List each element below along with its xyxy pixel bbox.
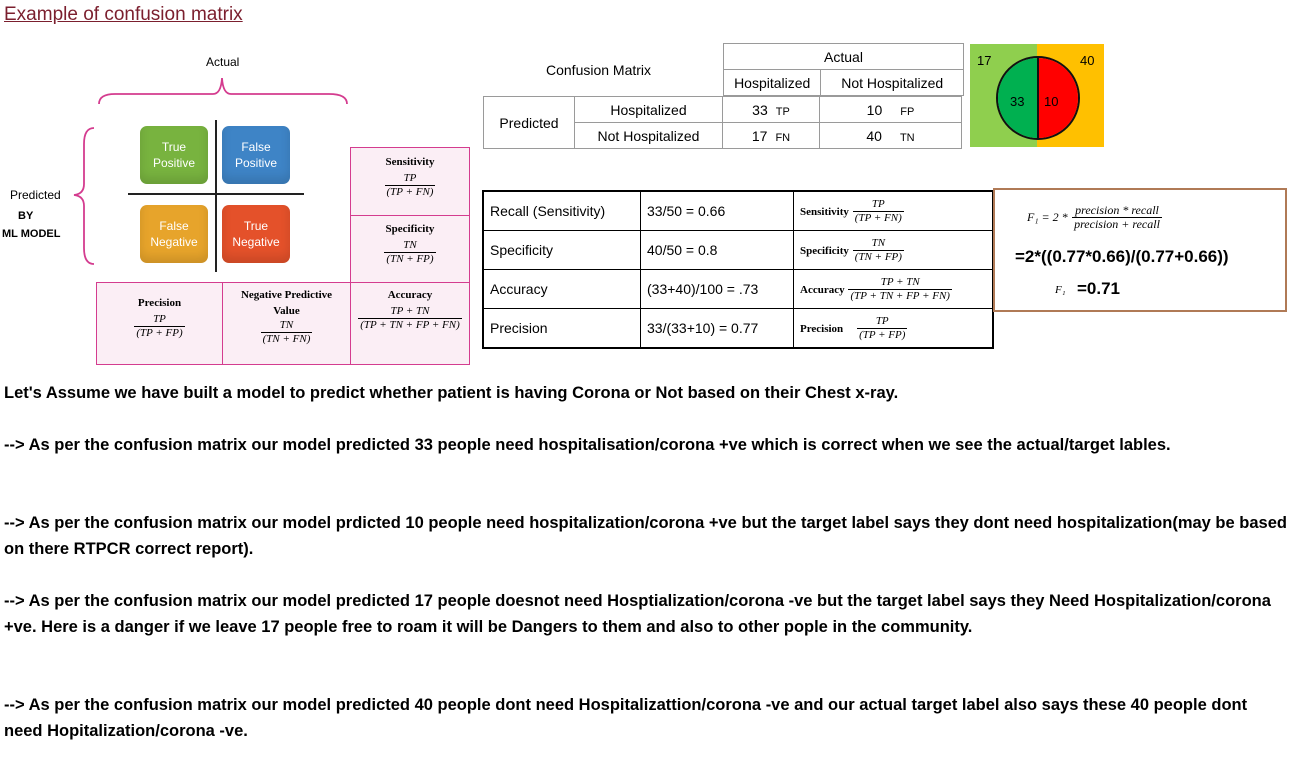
actual-label: Actual [206,55,240,69]
recall-label: Recall (Sensitivity) [483,191,641,231]
metrics-table [482,190,994,349]
value-fp-label: 10 [1044,94,1059,109]
accuracy-formula: Accuracy $\frac{TP + TN}{(TP + TN + FP + FN)}$ [794,270,994,309]
by-label: BY [18,210,34,222]
col-hospitalized: Hospitalized [724,70,821,96]
f1-result: =0.71 [1077,279,1121,298]
circle [996,56,1080,140]
f1-expression: =2*((0.77*0.66)/(0.77+0.66)) [1015,247,1229,266]
specificity-value: 40/50 = 0.8 [641,231,794,270]
value-tp-label: 33 [1010,94,1025,109]
cell-fn: 17 FN [723,123,820,149]
predicted-brace [72,126,98,266]
f1-score-box [993,188,1287,312]
quadrant-true-negative: True Negative [222,205,290,263]
sensitivity-formula: Sensitivity $\frac{TP}{(TP + FN)}$ [794,191,994,231]
model-label: ML MODEL [2,228,61,240]
sensitivity-box: Sensitivity $\frac{TP}{(TP + FN)}$ [350,147,470,216]
paragraph-tn: --> As per the confusion matrix our model predicted 40 people dont need Hospitalizattion/corona -ve and our actual target label also says these 40 people dont need Hopitalization/corona -ve. [4,696,1248,740]
paragraph-fp: --> As per the confusion matrix our model prdicted 10 people need hospitalization/corona +ve but the target label says they dont need hospitalization(may be based on there RTPCR correct report). [4,514,1287,558]
cell-fp: 10 FP [820,97,962,123]
value-tn-label: 40 [1080,53,1095,68]
precision-label: Precision [483,309,641,349]
precision-formula: Precision $\frac{TP}{(TP + FP)}$ [794,309,994,349]
col-not-hospitalized: Not Hospitalized [821,70,964,96]
value-fn-label: 17 [977,53,992,68]
specificity-formula: Specificity $\frac{TN}{(TN + FP)}$ [794,231,994,270]
paragraph-intro: Let's Assume we have built a model to predict whether patient is having Corona or Not based on their Chest x-ray. [4,384,899,402]
precision-value: 33/(33+10) = 0.77 [641,309,794,349]
f1-symbol: F₁ [1055,284,1066,296]
specificity-label: Specificity [483,231,641,270]
predicted-header: Predicted [484,97,575,149]
accuracy-label: Accuracy [483,270,641,309]
paragraph-fn: --> As per the confusion matrix our model predicted 17 people doesnot need Hosptialization/corona -ve but the target label says they Need Hospitalization/corona +ve. Here is a danger if we leave 17 people free to roam it will be Dangers to them and also to other pople in the community. [4,592,1271,636]
cell-tp: 33 TP [723,97,820,123]
confusion-header-table [723,43,964,96]
quadrant-true-positive: True Positive [140,126,208,184]
accuracy-box: Accuracy $\frac{TP + TN}{(TP + TN + FP + FN)}$ [350,282,470,365]
npv-box: Negative Predictive Value $\frac{TN}{(TN + FN)}$ [222,282,351,365]
precision-box: Precision $\frac{TP}{(TP + FP)}$ [96,282,223,365]
confusion-matrix-table [483,96,962,149]
vertical-axis [215,120,217,272]
color-matrix-graphic [970,44,1104,147]
confusion-matrix-caption: Confusion Matrix [546,62,652,78]
row-not-hospitalized: Not Hospitalized [575,123,723,149]
row-hospitalized: Hospitalized [575,97,723,123]
recall-value: 33/50 = 0.66 [641,191,794,231]
page-title: Example of confusion matrix [4,4,243,25]
actual-header: Actual [724,44,964,70]
f1-formula: F₁ = 2 * $\frac{\text{precision * recall}}{\text{precision + recall}}$ [1027,203,1160,231]
cell-tn: 40 TN [820,123,962,149]
paragraph-tp: --> As per the confusion matrix our model predicted 33 people need hospitalisation/corona +ve which is correct when we see the actual/target lables. [4,436,1171,454]
horizontal-axis [128,193,304,195]
specificity-box: Specificity $\frac{TN}{(TN + FP)}$ [350,215,470,283]
actual-brace [95,72,351,106]
predicted-label: Predicted [10,188,61,202]
accuracy-value: (33+40)/100 = .73 [641,270,794,309]
quadrant-false-positive: False Positive [222,126,290,184]
quadrant-false-negative: False Negative [140,205,208,263]
